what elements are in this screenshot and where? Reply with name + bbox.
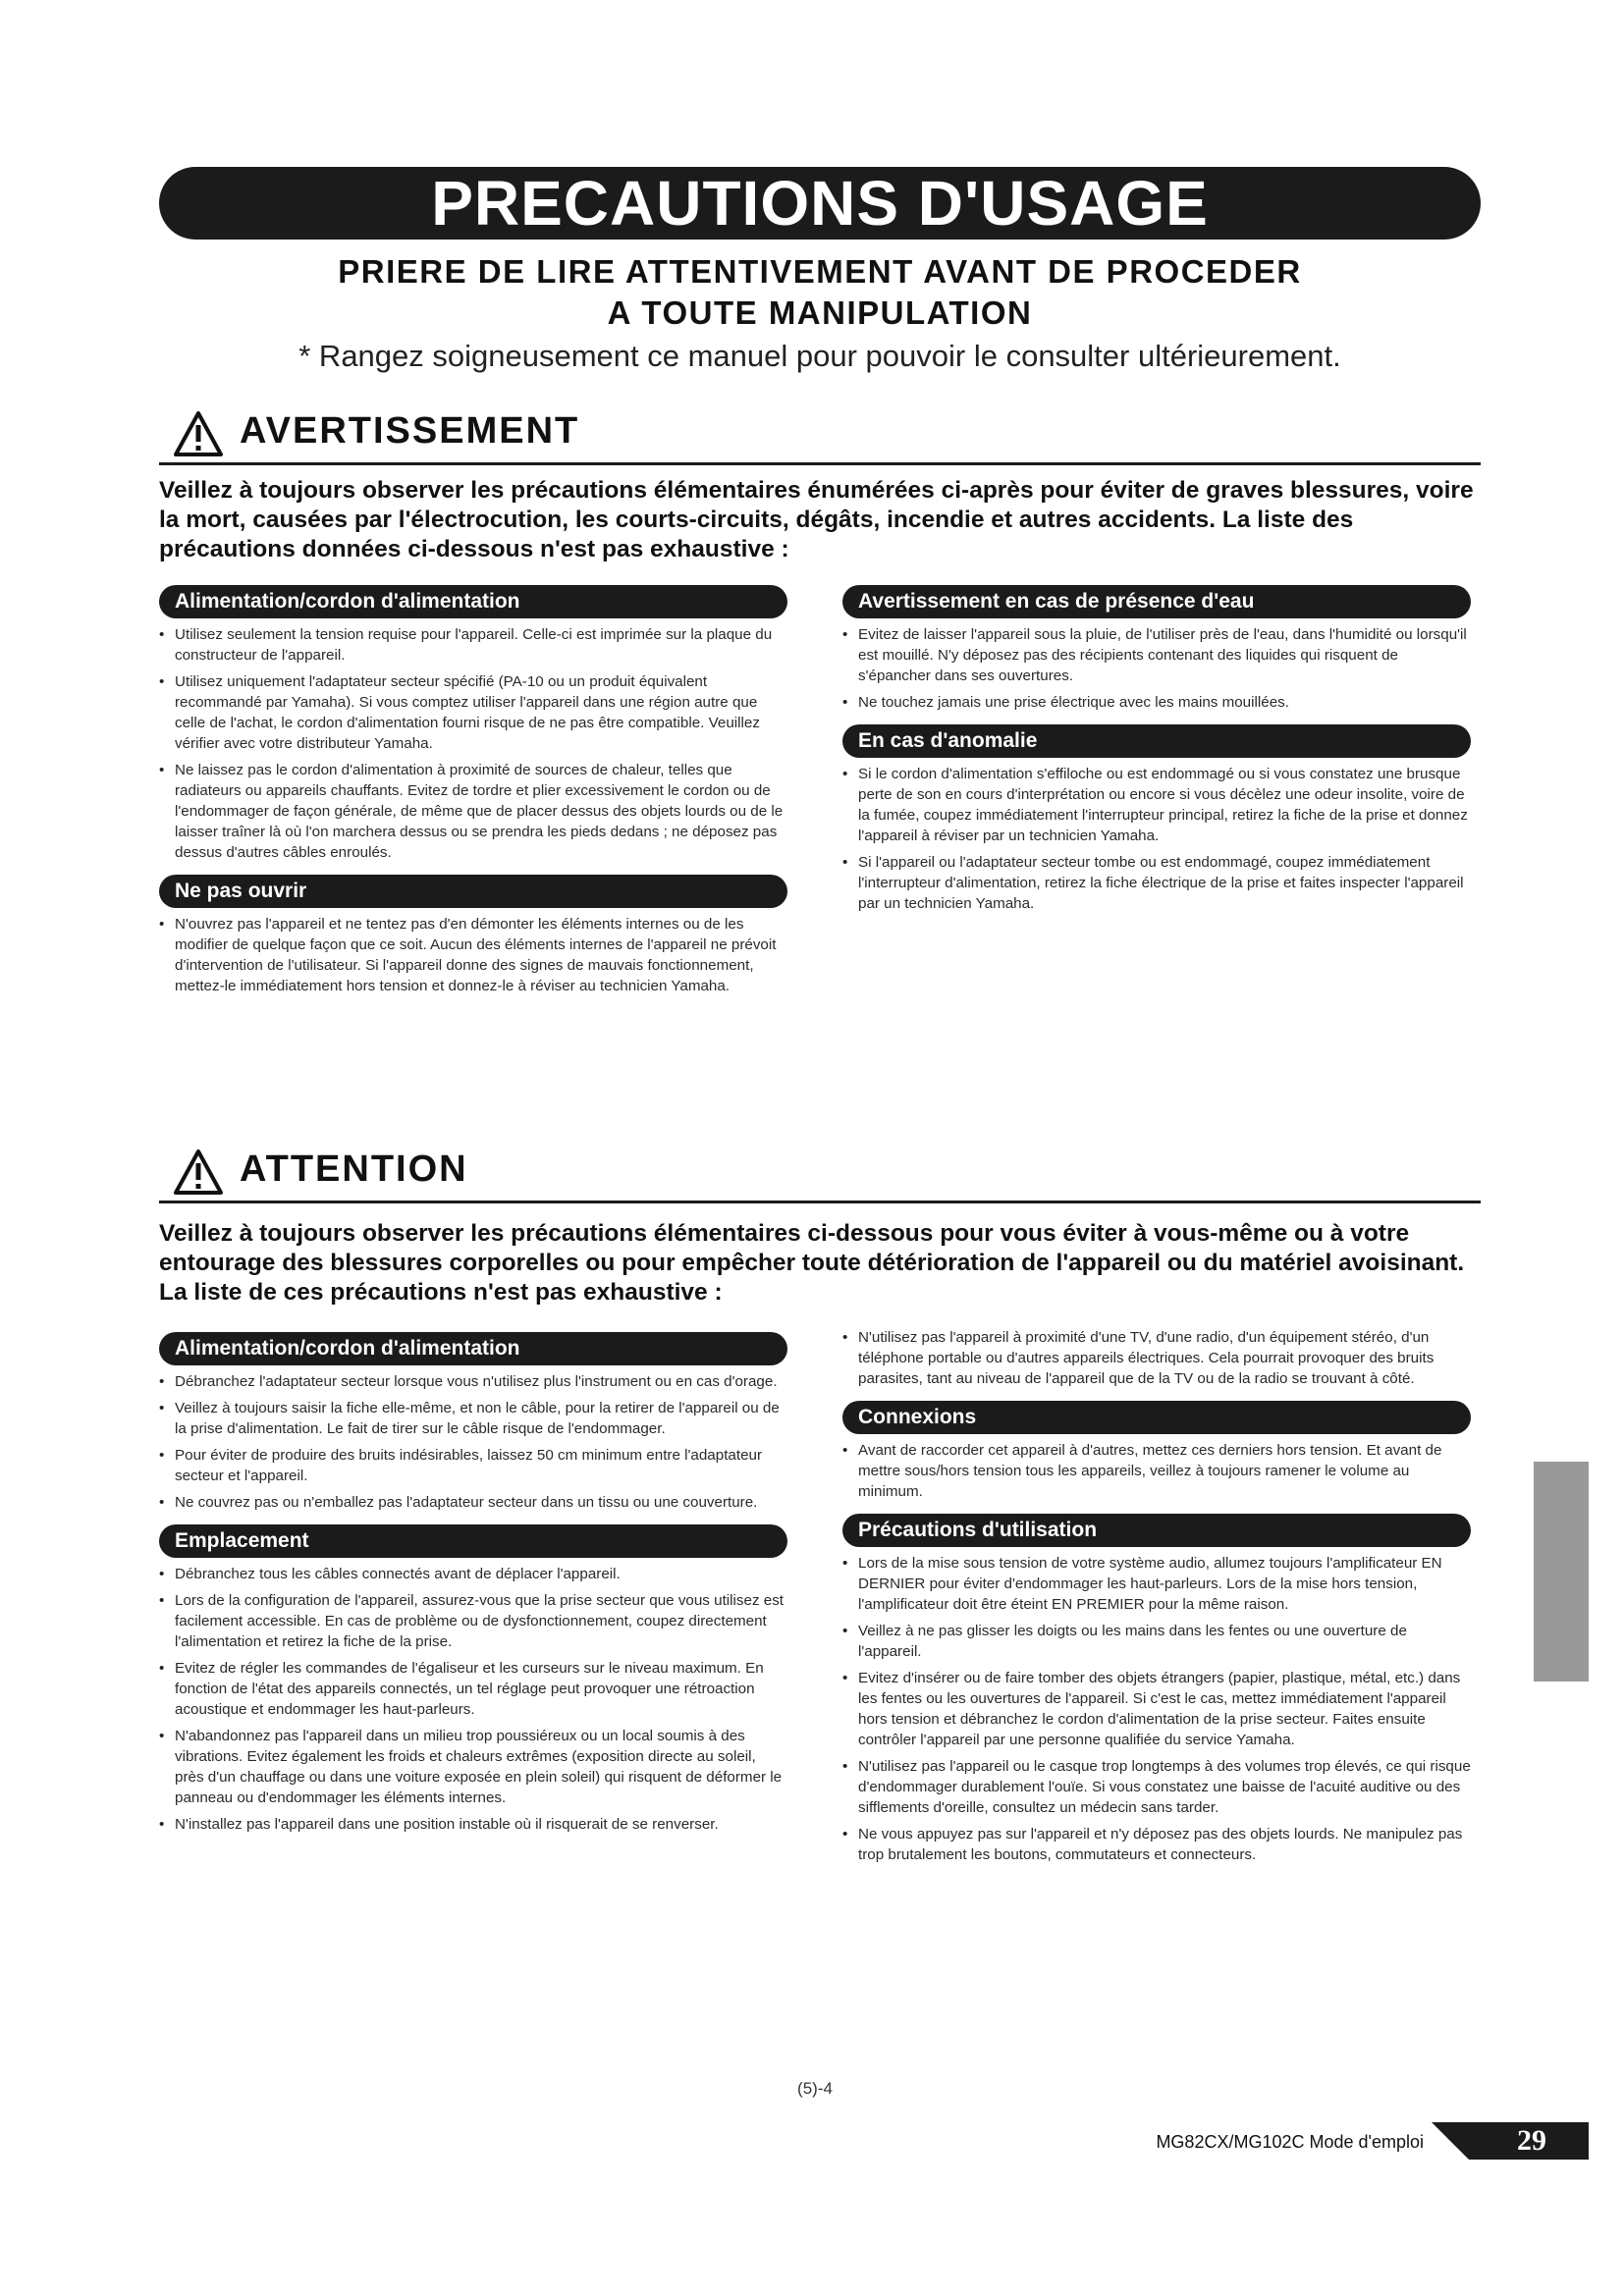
bullet-list <box>842 764 1471 914</box>
attention-title: ATTENTION <box>240 1148 468 1190</box>
subtitle-line-1: PRIERE DE LIRE ATTENTIVEMENT AVANT DE PROCEDER <box>338 253 1302 290</box>
bullet-item: • Lors de la configuration de l'appareil, assurez-vous que la prise secteur que vous utilisez est facilement accessible. En cas de problème ou de dysfonctionnement, coupez directement l'alimentation et retirez la fiche de la prise. <box>159 1590 787 1652</box>
bullet-item: • Evitez de régler les commandes de l'égaliseur et les curseurs sur le niveau maximum. En fonction de l'état des appareils connectés, un tel réglage peut provoquer une rétroaction acoustique et endommager les haut-parleurs. <box>159 1658 787 1720</box>
bullet-item: • N'ouvrez pas l'appareil et ne tentez pas d'en démonter les éléments internes ou de les modifier de quelque façon que ce soit. Aucun des éléments internes de l'appareil ne prévoit d'intervention de l'utilisateur. Si l'appareil donne des signes de mauvais fonctionnement, mettez-le immédiatement hors tension et donnez-le à réviser au technicien Yamaha. <box>159 914 787 996</box>
bullet-item: • Veillez à toujours saisir la fiche elle-même, et non le câble, pour la retirer de l'appareil ou de la prise d'alimentation. Le fait de tirer sur le câble risque de l'endommager. <box>159 1398 787 1439</box>
bullet-item: • N'installez pas l'appareil dans une position instable où il risquerait de se renverser. <box>159 1814 787 1835</box>
keep-manual-note: * Rangez soigneusement ce manuel pour pouvoir le consulter ultérieurement. <box>298 339 1341 373</box>
warning-triangle-icon <box>173 1148 224 1196</box>
subsection-heading: Précautions d'utilisation <box>842 1514 1471 1547</box>
subsection-heading: Emplacement <box>159 1524 787 1558</box>
bullet-list <box>159 1564 787 1835</box>
avertissement-title: AVERTISSEMENT <box>240 410 580 452</box>
bullet-item: • Ne vous appuyez pas sur l'appareil et n'y déposez pas des objets lourds. Ne manipulez pas trop brutalement les boutons, commutateurs et connecteurs. <box>842 1824 1471 1865</box>
avertissement-right-column <box>842 585 1471 926</box>
manual-title: MG82CX/MG102C Mode d'emploi <box>1156 2132 1424 2152</box>
subsection-heading: Alimentation/cordon d'alimentation <box>159 1332 787 1365</box>
bullet-list <box>842 1440 1471 1502</box>
subsection-heading: Alimentation/cordon d'alimentation <box>159 585 787 618</box>
attention-left-column <box>159 1332 787 1846</box>
subsection-heading: En cas d'anomalie <box>842 724 1471 758</box>
attention-right-column <box>842 1327 1471 1877</box>
subtitle-line-2: A TOUTE MANIPULATION <box>607 294 1033 331</box>
title-banner <box>159 167 1481 240</box>
subsection-heading: Ne pas ouvrir <box>159 875 787 908</box>
bullet-item: • Si le cordon d'alimentation s'effiloche ou est endommagé ou si vous constatez une brusque perte de son en cours d'interprétation ou encore si vous décèlez une odeur insolite, voire de la fumée, coupez immédiatement l'interrupteur principal, retirez la fiche de la prise et donnez l'appareil à réviser par un technicien Yamaha. <box>842 764 1471 846</box>
bullet-list <box>159 1371 787 1513</box>
page-number-tab <box>1432 2122 1589 2160</box>
page-title: PRECAUTIONS D'USAGE <box>431 168 1209 239</box>
bullet-item: • Débranchez tous les câbles connectés avant de déplacer l'appareil. <box>159 1564 787 1584</box>
bullet-item: • Ne touchez jamais une prise électrique avec les mains mouillées. <box>842 692 1471 713</box>
bullet-item: • Avant de raccorder cet appareil à d'autres, mettez ces derniers hors tension. Et avant de mettre sous/hors tension tous les appareils, veillez à toujours ramener le volume au minimum. <box>842 1440 1471 1502</box>
bullet-item: • Lors de la mise sous tension de votre système audio, allumez toujours l'amplificateur EN DERNIER pour éviter d'endommager les haut-parleurs. Lors de la mise hors tension, l'amplificateur doit être éteint EN PREMIER pour la même raison. <box>842 1553 1471 1615</box>
bullet-list <box>159 624 787 863</box>
bullet-item: • Utilisez uniquement l'adaptateur secteur spécifié (PA-10 ou un produit équivalent recommandé par Yamaha). Si vous comptez utiliser l'appareil dans une région autre que celle de l'achat, le cordon d'alimentation fourni risque de ne pas être compatible. Veuillez vérifier avec votre distributeur Yamaha. <box>159 671 787 754</box>
bullet-item: • Evitez d'insérer ou de faire tomber des objets étrangers (papier, plastique, métal, etc.) dans les fentes ou les ouvertures de l'appareil. Si c'est le cas, mettez immédiatement l'appareil hors tension et débranchez le cordon d'alimentation de la prise secteur. Faites ensuite contrôler l'appareil par une personne qualifiée du service Yamaha. <box>842 1668 1471 1750</box>
bullet-item: • Evitez de laisser l'appareil sous la pluie, de l'utiliser près de l'eau, dans l'humidité ou lorsqu'il est mouillé. N'y déposez pas des récipients contenant des liquides qui risquent de s'épancher dans ses ouvertures. <box>842 624 1471 686</box>
bullet-item: • Débranchez l'adaptateur secteur lorsque vous n'utilisez plus l'instrument ou en cas d'orage. <box>159 1371 787 1392</box>
avertissement-intro: Veillez à toujours observer les précautions élémentaires énumérées ci-après pour éviter de graves blessures, voire la mort, causées par l'électrocution, les courts-circuits, dégâts, incendie et autres accidents. La liste des précautions données ci-dessous n'est pas exhaustive : <box>159 477 1474 562</box>
bullet-item: • N'abandonnez pas l'appareil dans un milieu trop poussiéreux ou un local soumis à des vibrations. Evitez également les froids et chaleurs extrêmes (exposition directe au soleil, près d'un chauffage ou dans une voiture exposée en plein soleil) qui risquent de déformer le panneau ou d'endommager les éléments internes. <box>159 1726 787 1808</box>
bullet-item: • Veillez à ne pas glisser les doigts ou les mains dans les fentes ou une ouverture de l'appareil. <box>842 1621 1471 1662</box>
subsection-heading: Avertissement en cas de présence d'eau <box>842 585 1471 618</box>
section-rule <box>159 1201 1481 1203</box>
avertissement-header <box>159 406 1481 465</box>
bullet-item: • N'utilisez pas l'appareil à proximité d'une TV, d'une radio, d'un équipement stéréo, d'un téléphone portable ou d'autres appareils électriques. Cela pourrait provoquer des bruits parasites, tant au niveau de l'appareil que de la TV ou de la radio se trouvant à côté. <box>842 1327 1471 1389</box>
bullet-list <box>842 1327 1471 1389</box>
bullet-item: • Ne couvrez pas ou n'emballez pas l'adaptateur secteur dans un tissu ou une couverture. <box>159 1492 787 1513</box>
avertissement-left-column <box>159 585 787 1008</box>
page-reference: (5)-4 <box>797 2079 833 2098</box>
bullet-list <box>842 624 1471 713</box>
chapter-side-tab <box>1534 1462 1589 1682</box>
subsection-heading: Connexions <box>842 1401 1471 1434</box>
bullet-list <box>842 1553 1471 1865</box>
section-rule <box>159 462 1481 465</box>
bullet-item: • Ne laissez pas le cordon d'alimentation à proximité de sources de chaleur, telles que radiateurs ou appareils chauffants. Evitez de tordre et plier excessivement le cordon ou de l'endommager de façon générale, de même que de placer dessus des objets lourds ou de le laisser traîner là où l'on marchera dessus ou se prendra les pieds dedans ; ne déposez pas dessus d'autres câbles enroulés. <box>159 760 787 863</box>
warning-triangle-icon <box>173 410 224 457</box>
page-number: 29 <box>1517 2124 1546 2157</box>
bullet-item: • Pour éviter de produire des bruits indésirables, laissez 50 cm minimum entre l'adaptateur secteur et l'appareil. <box>159 1445 787 1486</box>
attention-header <box>159 1145 1481 1203</box>
bullet-list <box>159 914 787 996</box>
bullet-item: • Si l'appareil ou l'adaptateur secteur tombe ou est endommagé, coupez immédiatement l'interrupteur d'alimentation, retirez la fiche électrique de la prise et faites inspecter l'appareil par un technicien Yamaha. <box>842 852 1471 914</box>
attention-intro: Veillez à toujours observer les précautions élémentaires ci-dessous pour vous éviter à vous-même ou à votre entourage des blessures corporelles ou pour empêcher toute détérioration de l'appareil ou du matériel avoisinant. La liste de ces précautions n'est pas exhaustive : <box>159 1220 1465 1306</box>
bullet-item: • N'utilisez pas l'appareil ou le casque trop longtemps à des volumes trop élevés, ce qui risque d'endommager durablement l'ouïe. Si vous constatez une baisse de l'acuité auditive ou des sifflements d'oreille, consultez un médecin sans tarder. <box>842 1756 1471 1818</box>
bullet-item: • Utilisez seulement la tension requise pour l'appareil. Celle-ci est imprimée sur la plaque du constructeur de l'appareil. <box>159 624 787 666</box>
